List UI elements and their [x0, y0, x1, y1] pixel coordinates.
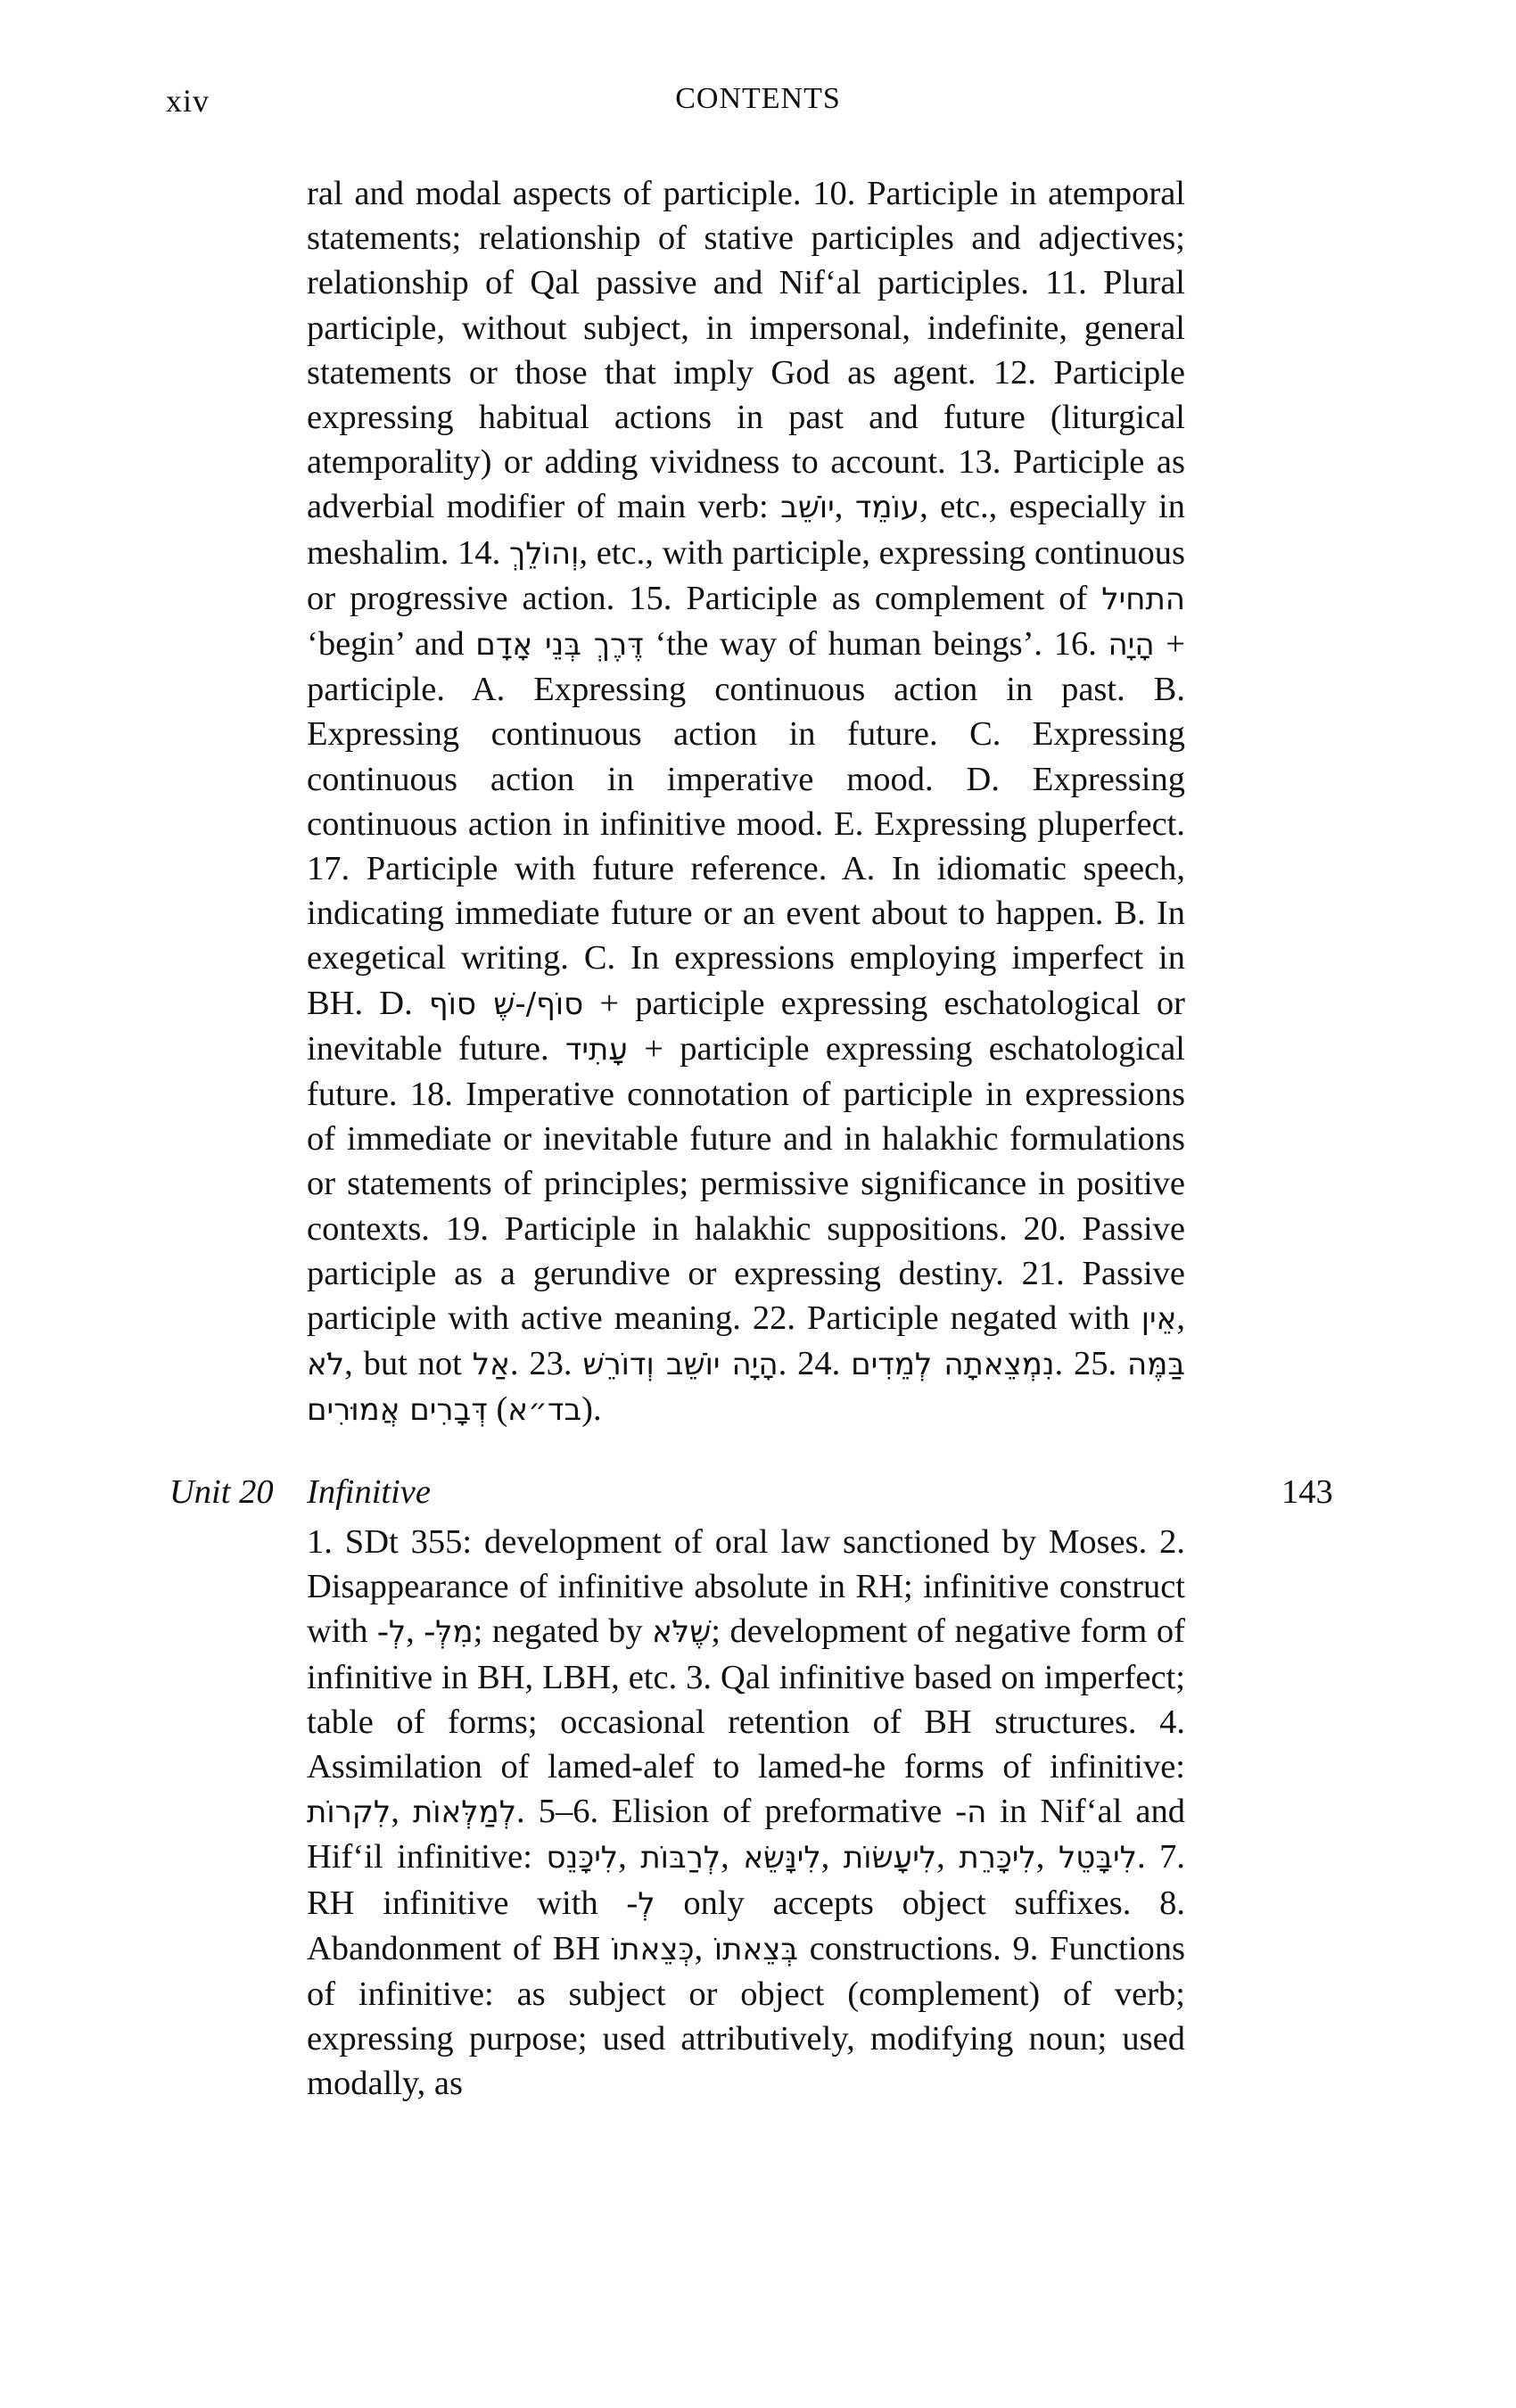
- hebrew-term: ה: [967, 1794, 987, 1831]
- hebrew-term: דֶּרֶךְ בְּנֵי אָדָם: [475, 627, 644, 664]
- hebrew-term: יוֹשֵׁב: [780, 490, 835, 526]
- hebrew-term: עוֹמֵד: [854, 490, 920, 526]
- hebrew-term: לְרַבּוֹת: [640, 1840, 721, 1876]
- hebrew-term: וְהוֹלֵךְ: [509, 535, 580, 572]
- hebrew-term: הָיָה: [1108, 627, 1155, 664]
- hebrew-term: לִקרוֹת: [307, 1794, 391, 1831]
- hebrew-term: עָתִיד: [564, 1031, 628, 1068]
- hebrew-term: נִמְצֵאתָה לְמֵדִים: [851, 1347, 1055, 1383]
- hebrew-term: לִיבָּטֵל: [1058, 1840, 1137, 1876]
- hebrew-term: לְ: [638, 1885, 655, 1922]
- running-head: CONTENTS: [675, 82, 841, 115]
- unit19-continued-text: ral and modal aspects of participle. 10. Participle in atemporal statements; relationship of stative participles and adjectives; relationship of Qal passive and Nif‘al participles. 11. Plural participle, without subject, in impersonal, indefinite, general statements or those that imply God as agent. 12. Participle expressing habitual actions in past and future (liturgical atemporality) or adding vividness to account. 13. Participle as adverbial modifier of main verb: יוֹשֵׁב, עוֹמֵד, etc., especially in meshalim. 14. וְהוֹלֵךְ, etc., with participle, expressing continuous or progressive action. 15. Participle as complement of התחיל ‘begin’ and דֶּרֶךְ בְּנֵי אָדָם ‘the way of human beings’. 16. הָיָה + participle. A. Expressing continuous action in past. B. Expressing continuous action in future. C. Expressing continuous action in imperative mood. D. Expressing continuous action in infinitive mood. E. Expressing pluperfect. 17. Participle with future reference. A. In idiomatic speech, indicating immediate future or an event about to happen. B. In exegetical writing. C. In expressions employing imperfect in BH. D. סוֹף/-שֶׁ סוֹף + participle expressing eschatological or inevitable future. עָתִיד + participle expressing eschatological future. 18. Imperative connotation of participle in expressions of immediate or inevitable future and in halakhic formulations or statements of principles; permissive significance in positive contexts. 19. Participle in halakhic suppositions. 20. Passive participle as a gerundive or expressing destiny. 21. Passive participle with active meaning. 22. Participle negated with אֵין, לֹא, but not אַל. 23. הָיָה יוֹשֵׁב וְדוֹרֵשׁ. 24. נִמְצֵאתָה לְמֵדִים. 25. בַּמֶּה דְּבָרִים אֲמוּרִים (בד״א).: [307, 175, 1186, 1429]
- hebrew-term: לִיכָּרֵת: [959, 1840, 1036, 1876]
- hebrew-term: אַל: [472, 1347, 510, 1383]
- folio: xiv: [166, 83, 210, 119]
- hebrew-term: סוֹף/-שֶׁ סוֹף: [428, 985, 584, 1022]
- hebrew-term: לְ: [388, 1614, 407, 1651]
- hebrew-term: לִינָּשֵׂא: [743, 1840, 821, 1876]
- hebrew-term: בְּצֵאתוֹ: [713, 1931, 799, 1967]
- unit-title: Infinitive: [307, 1473, 431, 1511]
- hebrew-term: אֵין: [1141, 1301, 1177, 1338]
- hebrew-term: לִיכָּנֵס: [546, 1840, 619, 1876]
- hebrew-term: בד״א: [507, 1392, 582, 1429]
- hebrew-term: לְמַלְּאוֹת: [412, 1794, 517, 1831]
- hebrew-term: מִלְּ: [435, 1614, 474, 1651]
- hebrew-term: התחיל: [1101, 581, 1185, 617]
- hebrew-term: שֶׁלֹּא: [652, 1614, 712, 1651]
- hebrew-term: לִיעָשׂוֹת: [843, 1840, 937, 1876]
- hebrew-term: בַּמֶּה דְּבָרִים אֲמוּרִים: [307, 1347, 1186, 1429]
- unit20-text: 1. SDt 355: development of oral law sanctioned by Moses. 2. Disappearance of infinitive absolute in RH; infinitive construct with -לְ, -מִלְּ; negated by שֶׁלֹּא; development of negative form of infinitive in BH, LBH, etc. 3. Qal infinitive based on imperfect; table of forms; occasional retention of BH structures. 4. Assimilation of lamed-alef to lamed-he forms of infinitive: לִקרוֹת, לְמַלְּאוֹת. 5–6. Elision of preformative -ה in Nif‘al and Hif‘il infinitive: לִיכָּנֵס, לְרַבּוֹת, לִינָּשֵׂא, לִיעָשׂוֹת, לִיכָּרֵת, לִיבָּטֵל. 7. RH infinitive with -לְ only accepts object suffixes. 8. Abandonment of BH כְּצֵאתוֹ, בְּצֵאתוֹ constructions. 9. Functions of infinitive: as subject or object (complement) of verb; expressing purpose; used attributively, modifying noun; used modally, as: [307, 1523, 1186, 2103]
- unit-label: Unit 20: [169, 1473, 274, 1511]
- hebrew-term: כְּצֵאתוֹ: [611, 1931, 695, 1967]
- unit-page-number: 143: [1281, 1473, 1333, 1511]
- hebrew-term: לֹא: [307, 1347, 345, 1383]
- hebrew-term: הָיָה יוֹשֵׁב וְדוֹרֵשׁ: [582, 1347, 779, 1383]
